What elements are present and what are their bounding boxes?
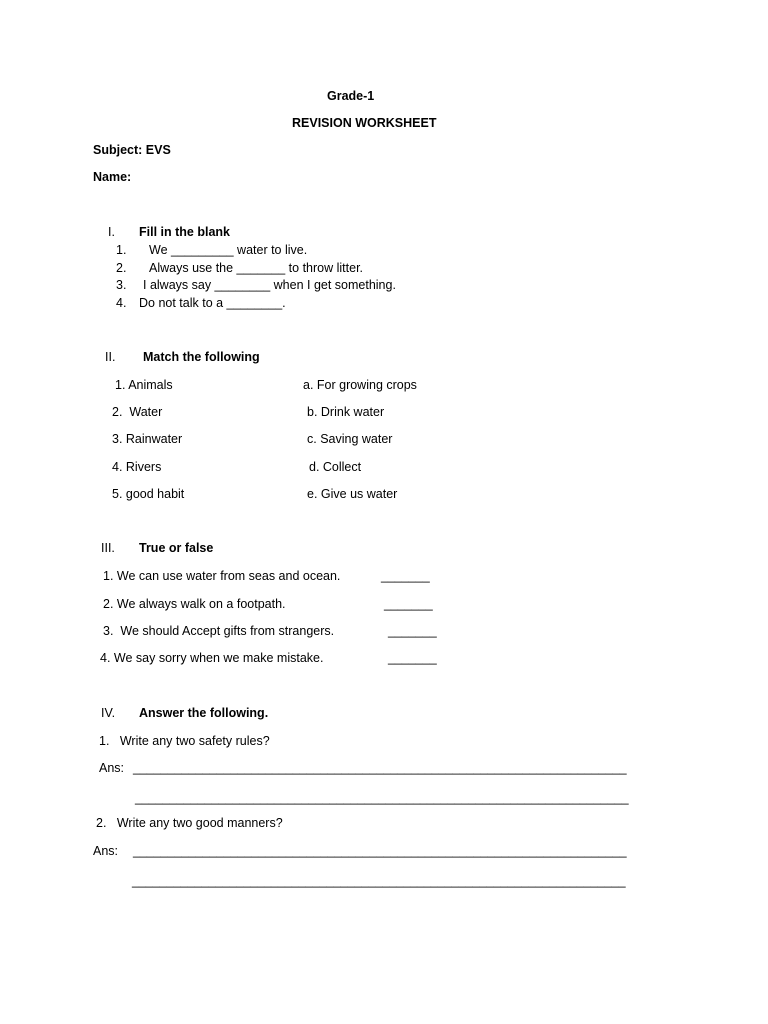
answer-label: Ans: <box>93 844 119 858</box>
section2-numeral: II. <box>105 350 116 364</box>
match-left-item: 5. good habit <box>112 487 185 501</box>
section4-numeral: IV. <box>101 706 116 720</box>
section2-heading: Match the following <box>143 350 260 364</box>
answer-line: _______________________________________________________________________ <box>132 874 626 888</box>
match-right-item: a. For growing crops <box>303 378 417 392</box>
section1-item-text: We _________ water to live. <box>149 243 308 257</box>
match-left-item: 1. Animals <box>115 378 173 392</box>
grade-label: Grade-1 <box>327 89 375 103</box>
match-right-item: b. Drink water <box>307 405 385 419</box>
question-text: 2. Write any two good manners? <box>96 816 283 830</box>
true-false-blank: _______ <box>388 624 437 638</box>
name-label: Name: <box>93 170 132 184</box>
section1-item-text: Always use the _______ to throw litter. <box>149 261 364 275</box>
true-false-statement: 1. We can use water from seas and ocean. <box>103 569 341 583</box>
worksheet-title: REVISION WORKSHEET <box>292 116 437 130</box>
section1-item-number: 2. <box>116 261 127 275</box>
question-text: 1. Write any two safety rules? <box>99 734 270 748</box>
match-right-item: e. Give us water <box>307 487 398 501</box>
subject-label: Subject: EVS <box>93 143 171 157</box>
section3-heading: True or false <box>139 541 214 555</box>
section1-item-text: I always say ________ when I get something. <box>143 278 396 292</box>
answer-line: _______________________________________________________________________ <box>135 791 629 805</box>
section1-item-text: Do not talk to a ________. <box>139 296 286 310</box>
answer-line: _______________________________________________________________________ <box>133 761 627 775</box>
true-false-statement: 3. We should Accept gifts from strangers. <box>103 624 335 638</box>
section1-item-number: 4. <box>116 296 127 310</box>
true-false-statement: 2. We always walk on a footpath. <box>103 597 286 611</box>
match-left-item: 3. Rainwater <box>112 432 183 446</box>
section1-item-number: 3. <box>116 278 127 292</box>
answer-label: Ans: <box>99 761 125 775</box>
section3-numeral: III. <box>101 541 115 555</box>
section4-heading: Answer the following. <box>139 706 269 720</box>
match-left-item: 2. Water <box>112 405 163 419</box>
section1-heading: Fill in the blank <box>139 225 230 239</box>
match-right-item: c. Saving water <box>307 432 393 446</box>
true-false-blank: _______ <box>384 597 433 611</box>
match-left-item: 4. Rivers <box>112 460 162 474</box>
true-false-blank: _______ <box>388 651 437 665</box>
true-false-statement: 4. We say sorry when we make mistake. <box>100 651 324 665</box>
match-right-item: d. Collect <box>309 460 362 474</box>
answer-line: _______________________________________________________________________ <box>133 844 627 858</box>
section1-numeral: I. <box>108 225 115 239</box>
section1-item-number: 1. <box>116 243 127 257</box>
true-false-blank: _______ <box>381 569 430 583</box>
